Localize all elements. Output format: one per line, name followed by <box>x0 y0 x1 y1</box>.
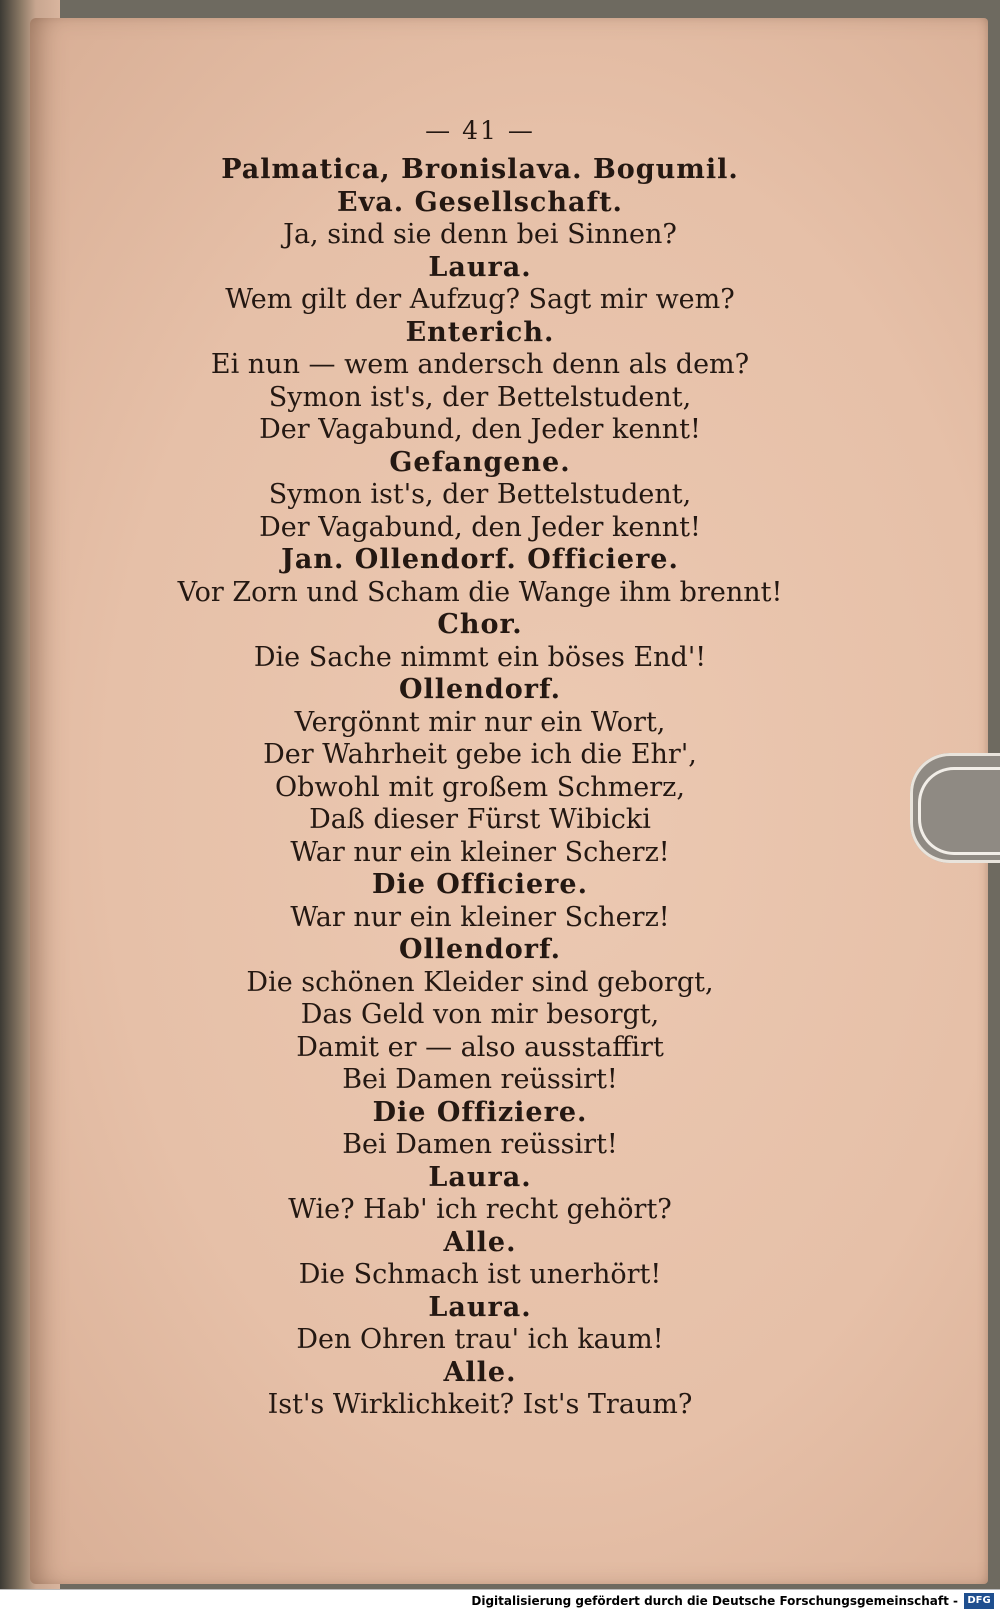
verse-line: Vergönnt mir nur ein Wort, <box>294 706 666 738</box>
speaker-name: Laura. <box>428 251 532 283</box>
verse-line: Die Sache nimmt ein böses End'! <box>253 641 707 673</box>
verse-line: Symon ist's, der Bettelstudent, <box>268 479 692 510</box>
verse-line: Der Vagabund, den Jeder kennt! <box>259 414 701 445</box>
speaker-name: Die Offiziere. <box>372 1096 588 1128</box>
speaker-name: Alle. <box>443 1226 517 1258</box>
libretto-text <box>160 154 800 1422</box>
verse-line: Der Wahrheit gebe ich die Ehr', <box>263 739 697 770</box>
verse-line: Damit er — also ausstaffirt <box>296 1031 664 1063</box>
verse-line: Vor Zorn und Scham die Wange ihm brennt! <box>177 576 783 608</box>
speaker-name: Jan. Ollendorf. Officiere. <box>281 544 679 575</box>
speaker-name: Die Officiere. <box>372 869 588 900</box>
page-number: — 41 — <box>425 116 535 145</box>
verse-line: Wem gilt der Aufzug? Sagt mir wem? <box>225 284 735 315</box>
verse-line: Wie? Hab' ich recht gehört? <box>288 1194 672 1225</box>
speaker-name: Laura. <box>428 1291 532 1323</box>
verse-line: War nur ein kleiner Scherz! <box>290 836 670 868</box>
verse-line: Obwohl mit großem Schmerz, <box>274 771 685 803</box>
verse-line: War nur ein kleiner Scherz! <box>290 901 670 933</box>
speaker-name: Ollendorf. <box>398 934 561 965</box>
page-content <box>160 108 800 1422</box>
footer-bar <box>0 1589 1000 1612</box>
speaker-name: Laura. <box>428 1161 532 1193</box>
speaker-name: Gefangene. <box>389 446 571 478</box>
speaker-name: Palmatica, Bronislava. Bogumil. <box>221 154 739 185</box>
verse-line: Bei Damen reüssirt! <box>342 1129 618 1160</box>
verse-line: Bei Damen reüssirt! <box>342 1064 618 1095</box>
verse-line: Der Vagabund, den Jeder kennt! <box>259 511 701 543</box>
verse-line: Ja, sind sie denn bei Sinnen? <box>283 219 677 250</box>
verse-line: Den Ohren trau' ich kaum! <box>296 1324 664 1355</box>
speaker-name: Chor. <box>437 609 523 640</box>
verse-line: Symon ist's, der Bettelstudent, <box>268 381 692 413</box>
verse-line: Daß dieser Fürst Wibicki <box>309 804 651 835</box>
verse-line: Das Geld von mir besorgt, <box>300 999 660 1030</box>
speaker-name: Ollendorf. <box>398 674 561 705</box>
verse-line: Ei nun — wem andersch denn als dem? <box>210 349 750 380</box>
verse-line: Die schönen Kleider sind geborgt, <box>246 966 714 998</box>
verse-line: Ist's Wirklichkeit? Ist's Traum? <box>267 1389 693 1420</box>
verse-line: Die Schmach ist unerhört! <box>298 1259 662 1290</box>
speaker-name: Alle. <box>443 1356 517 1388</box>
footer-text: Digitalisierung gefördert durch die Deutsche Forschungsgemeinschaft - <box>471 1594 958 1608</box>
speaker-name: Eva. Gesellschaft. <box>337 186 623 218</box>
page-tab <box>910 753 1000 863</box>
speaker-name: Enterich. <box>405 316 555 348</box>
dfg-logo: DFG <box>964 1593 994 1609</box>
